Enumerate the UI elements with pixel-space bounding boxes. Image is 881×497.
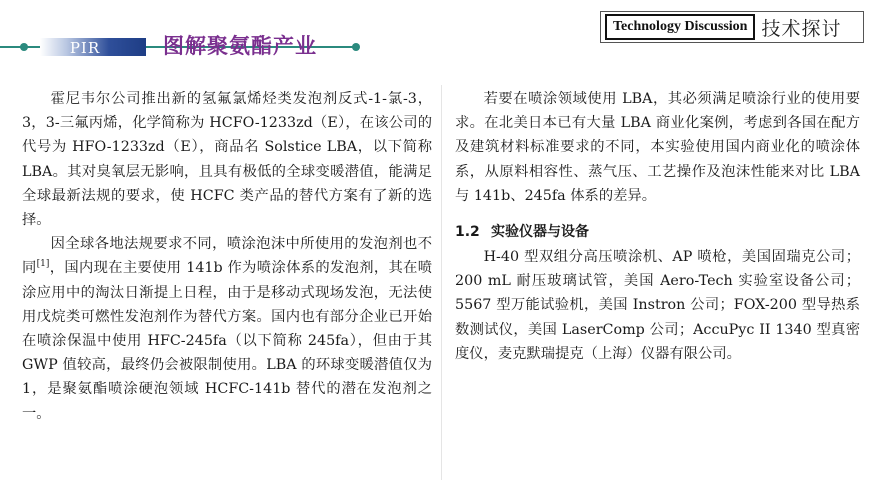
left-paragraph-2-text-b: ，国内现在主要使用 141b 作为喷涂体系的发泡剂，其在喷涂应用中的淘汰日渐提上日程，由于是移动式现场发泡，无法使用戊烷类可燃性发泡剂作为替代方案。国内也有部分企业已开始在喷涂保温中使用 HFC-245fa（以下简称 245fa），但由于其 GWP 值较高，最终仍会被限制使用。LBA 的环球变暖潜值仅为 1，是聚氨酯喷涂硬泡领域 HCFC-141b 替代的潜在发泡剂之一。 [22,260,433,422]
header-rule-dot-left [20,43,28,51]
column-divider [441,85,442,480]
left-paragraph-1: 霍尼韦尔公司推出新的氢氟氯烯烃类发泡剂反式-1-氯-3，3，3-三氟丙烯，化学简称为 HCFO-1233zd（E），在该公司的代号为 HFO-1233zd（E），商品名 Solstice LBA，以下简称 LBA。其对臭氧层无影响，且具有极低的全球变暖潜值，能满足全球最新法规的要求，使 HCFC 类产品的替代方案有了新的选择。 [22,91,432,229]
subsection-number: 1.2 [455,224,480,241]
subsection-heading [455,220,860,244]
section-title: 图解聚氨酯产业 [163,34,317,58]
left-column [22,87,432,426]
right-paragraph-1: 若要在喷涂领域使用 LBA，其必须满足喷涂行业的使用要求。在北美日本已有大量 LBA 商业化案例，考虑到各国在配方及建筑材料标准要求的不同，本实验使用国内商业化的喷涂体系，从原料相容性、蒸气压、工艺操作及泡沫性能来对比 LBA 与 141b、245fa 体系的差异。 [455,91,860,204]
right-paragraph-2: H-40 型双组分高压喷涂机、AP 喷枪，美国固瑞克公司；200 mL 耐压玻璃试管，美国 Aero-Tech 实验室设备公司；5567 型万能试验机，美国 Instron 公司；FOX-200 型导热系数测试仪，美国 LaserComp 公司；AccuPyc II 1340 型真密度仪，麦克默瑞提克（上海）仪器有限公司。 [455,249,860,362]
column-label-english: Technology Discussion [605,14,755,40]
pir-badge-label: PIR [69,39,101,57]
left-paragraph-2-text-a: 因全球各地法规要求不同，喷涂泡沫中所使用的发泡剂也不同 [22,236,432,277]
right-column [455,87,860,366]
left-paragraph-2 [22,232,432,426]
header-rule-dot-right [352,43,360,51]
subsection-title: 实验仪器与设备 [491,224,589,241]
citation-ref: [1] [36,259,50,270]
column-label-box [600,11,864,43]
column-label-chinese: 技术探讨 [761,17,842,40]
